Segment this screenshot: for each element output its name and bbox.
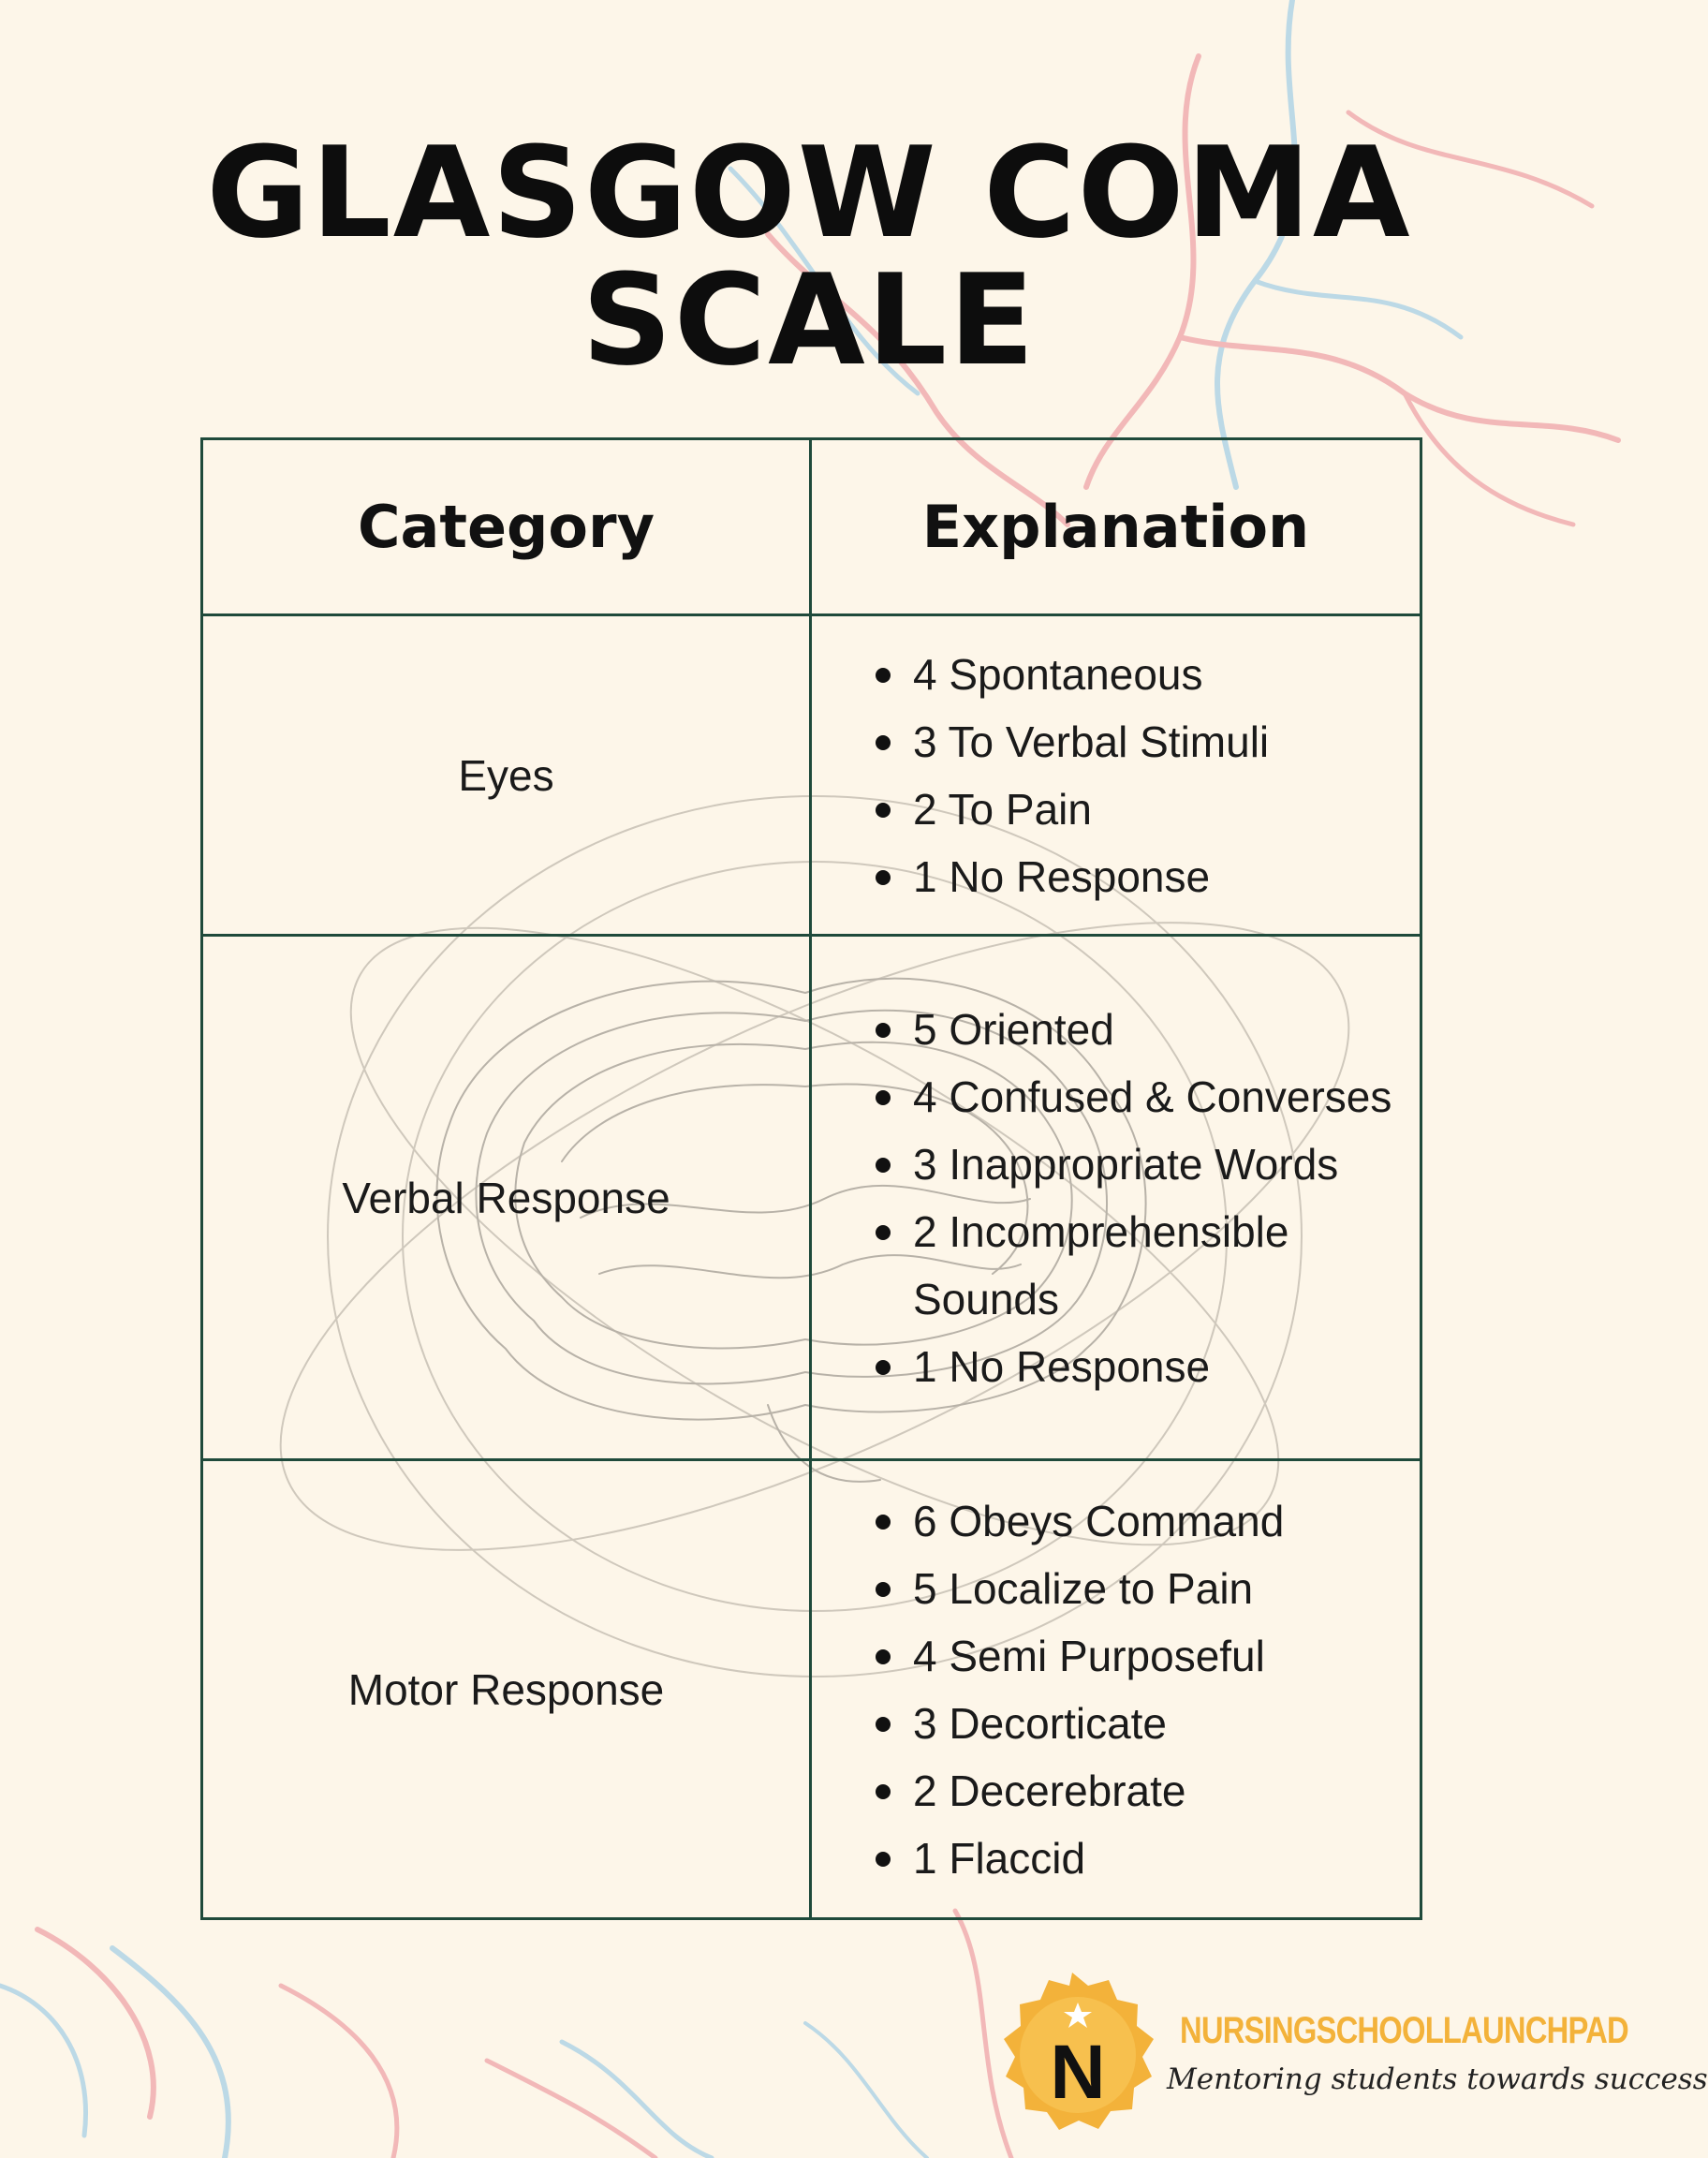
list-item: 2 Incomprehensible Sounds [913, 1198, 1401, 1333]
page-title [0, 120, 1618, 393]
list-item: 3 To Verbal Stimuli [913, 708, 1401, 776]
header-category: Category [202, 439, 811, 615]
list-item: 5 Oriented [913, 996, 1401, 1063]
explanation-cell [811, 615, 1421, 936]
explanation-list [812, 641, 1420, 910]
list-item: 2 Decerebrate [913, 1757, 1401, 1825]
table-row [202, 936, 1421, 1460]
table-row [202, 615, 1421, 936]
brand-name: NURSINGSCHOOLLAUNCHPAD [1180, 2010, 1628, 2051]
header-explanation: Explanation [811, 439, 1421, 615]
list-item: 1 No Response [913, 1333, 1401, 1400]
badge-star-icon [983, 1965, 1161, 2143]
table-header-row [202, 439, 1421, 615]
title-line-2: SCALE [582, 247, 1037, 393]
list-item: 4 Semi Purposeful [913, 1622, 1401, 1690]
list-item: 4 Confused & Converses [913, 1063, 1401, 1131]
list-item: 4 Spontaneous [913, 641, 1401, 708]
brand-tagline: Mentoring students towards success [1167, 2062, 1708, 2096]
list-item: 1 Flaccid [913, 1825, 1401, 1892]
category-cell: Verbal Response [202, 936, 811, 1460]
explanation-cell [811, 1460, 1421, 1919]
list-item: 2 To Pain [913, 776, 1401, 843]
category-cell: Motor Response [202, 1460, 811, 1919]
brand-logo [983, 1965, 1708, 2134]
table-row [202, 1460, 1421, 1919]
category-cell: Eyes [202, 615, 811, 936]
list-item: 3 Inappropriate Words [913, 1131, 1401, 1198]
explanation-list [812, 996, 1420, 1400]
gcs-table [200, 437, 1422, 1920]
list-item: 6 Obeys Command [913, 1487, 1401, 1555]
title-line-1: GLASGOW COMA [206, 120, 1412, 266]
list-item: 1 No Response [913, 843, 1401, 910]
explanation-list [812, 1487, 1420, 1892]
list-item: 3 Decorticate [913, 1690, 1401, 1757]
logo-letter: N [1050, 2030, 1106, 2115]
explanation-cell [811, 936, 1421, 1460]
list-item: 5 Localize to Pain [913, 1555, 1401, 1622]
